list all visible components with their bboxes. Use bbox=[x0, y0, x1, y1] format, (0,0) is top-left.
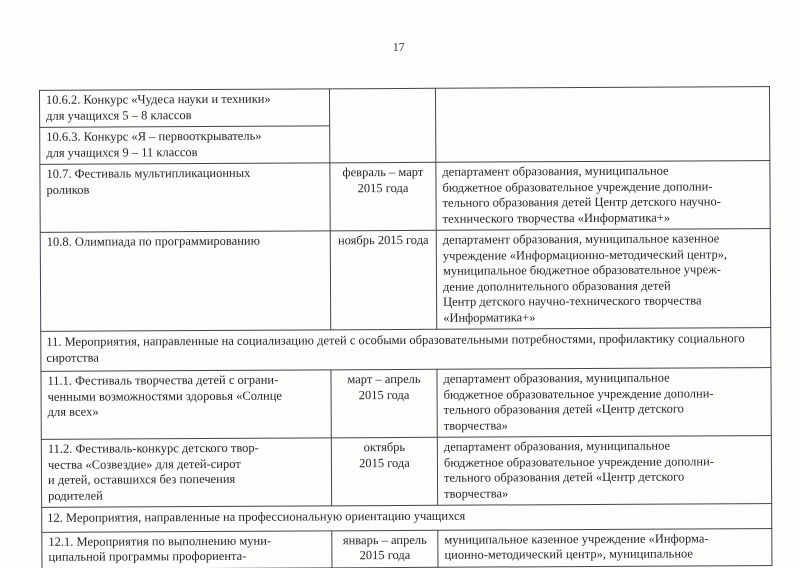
section-header-cell: 11. Мероприятия, направленные на социализацию детей с особыми образовательными потребностями, профилактику социального сиротства bbox=[41, 328, 771, 372]
event-date-cell: январь – апрель 2015 года bbox=[332, 530, 438, 568]
table-row bbox=[39, 87, 769, 128]
event-responsible-cell: департамент образования, муниципальное бюджетное образовательное учреждение дополни- тельного образования детей «Центр детского творчества» bbox=[437, 436, 771, 506]
event-responsible-cell: департамент образования, муниципальное бюджетное образовательное учреждение дополни- тельного образования детей Центр детского научно- технического творчества «Информатика+» bbox=[436, 161, 770, 231]
table-row bbox=[42, 528, 772, 568]
table-row bbox=[40, 229, 771, 332]
event-name-cell: 10.6.3. Конкурс «Я – первооткрыватель» для учащихся 9 – 11 классов bbox=[40, 126, 330, 165]
events-table bbox=[39, 86, 773, 568]
event-date-cell bbox=[329, 88, 435, 163]
table-row bbox=[41, 368, 771, 440]
section-row bbox=[41, 328, 771, 372]
event-name-cell: 10.7. Фестиваль мультипликационных роликов bbox=[40, 163, 330, 233]
event-responsible-cell: муниципальное казенное учреждение «Информа- ционно-методический центр», муниципальное bbox=[438, 528, 772, 567]
event-date-cell: март – апрель 2015 года bbox=[331, 369, 437, 438]
event-responsible-cell: департамент образования, муниципальное бюджетное образовательное учреждение дополни- тельного образования детей «Центр детского творчества» bbox=[437, 368, 771, 438]
event-date-cell: ноябрь 2015 года bbox=[330, 230, 437, 330]
table-row bbox=[41, 436, 771, 508]
event-name-cell: 11.1. Фестиваль творчества детей с ограни- ченными возможностями здоровья «Солнце для всех» bbox=[41, 370, 331, 440]
event-name-cell: 11.2. Фестиваль-конкурс детского твор- чества «Созвездие» для детей-сирот и детей, оставшихся без попечения родителей bbox=[41, 438, 331, 508]
event-date-cell: февраль – март 2015 года bbox=[330, 162, 436, 231]
event-date-cell: октябрь 2015 года bbox=[331, 437, 437, 506]
event-name-cell: 10.6.2. Конкурс «Чудеса науки и техники» для учащихся 5 – 8 классов bbox=[39, 89, 329, 128]
event-responsible-cell bbox=[435, 87, 769, 163]
event-responsible-cell: департамент образования, муниципальное казенное учреждение «Информационно-методический центр», муниципальное бюджетное образовательное учреж- дение дополнительного образования детей Центр детского научно-технического творчества «Информатика+» bbox=[436, 229, 771, 330]
section-header-cell: 12. Мероприятия, направленные на профессиональную ориентацию учащихся bbox=[42, 504, 772, 532]
event-name-cell: 12.1. Мероприятия по выполнению муни- ципальной программы профориента- bbox=[42, 530, 332, 568]
table-row bbox=[40, 161, 770, 233]
section-row bbox=[42, 504, 772, 532]
page-number: 17 bbox=[392, 39, 405, 55]
event-name-cell: 10.8. Олимпиада по программированию bbox=[40, 231, 331, 332]
